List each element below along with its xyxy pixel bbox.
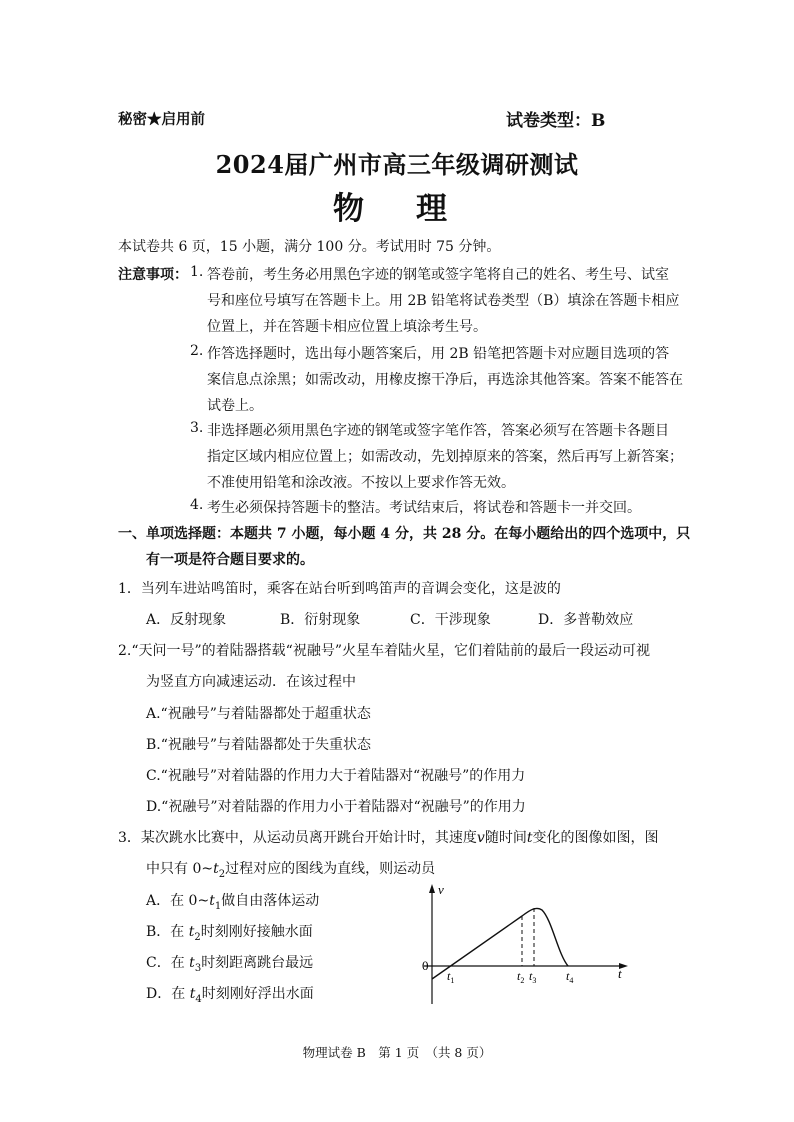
y-axis-label: v	[438, 882, 444, 897]
question-1-option-c: C．干涉现象	[410, 612, 491, 628]
stem-text: 中只有 0~	[146, 861, 214, 877]
option-text: 做自由落体运动	[221, 893, 320, 909]
question-2-option-a: A.“祝融号”与着陆器都处于超重状态	[146, 706, 371, 722]
notice-item-2-line: 试卷上。	[207, 398, 263, 414]
option-var: t	[189, 955, 195, 971]
option-sub: 3	[194, 962, 202, 974]
stem-var: t	[213, 861, 219, 877]
question-1-option-b: B．衍射现象	[280, 612, 361, 628]
option-sub: 4	[195, 993, 202, 1005]
question-3-stem	[118, 827, 658, 847]
question-2-option-c: C.“祝融号”对着陆器的作用力大于着陆器对“祝融号”的作用力	[146, 768, 526, 784]
question-2-stem-cont: 为竖直方向减速运动．在该过程中	[146, 674, 356, 690]
notice-item-1-line: 位置上，并在答题卡相应位置上填涂考生号。	[207, 319, 487, 335]
notice-item-3-line: 非选择题必须用黑色字迹的钢笔或签字笔作答，答案必须写在答题卡各题目	[207, 423, 669, 439]
notice-item-4-num: 4.	[190, 497, 204, 513]
option-text: 时刻距离跳台最远	[201, 955, 314, 971]
subject-title: 物理	[333, 191, 499, 227]
tick-sub: 2	[520, 976, 525, 985]
notice-item-2-line: 作答选择题时，选出每小题答案后，用 2B 铅笔把答题卡对应题目选项的答	[207, 346, 670, 362]
y-axis-arrow	[429, 884, 435, 893]
notice-item-3-line: 不准使用铅笔和涂改液。不按以上要求作答无效。	[207, 475, 515, 491]
option-text: 时刻刚好接触水面	[200, 924, 313, 940]
stem-text: 3．某次跳水比赛中，从运动员离开跳台开始计时，其速度	[118, 830, 477, 846]
question-3-stem-cont	[146, 858, 435, 880]
question-1-option-a: A．反射现象	[146, 612, 227, 628]
tick-var: t	[566, 969, 570, 983]
section-heading: 一、单项选择题：本题共 7 小题，每小题 4 分，共 28 分。在每小题给出的四个选项中，只	[118, 526, 691, 542]
tick-t2	[517, 969, 524, 985]
t-axis-label: t	[618, 966, 622, 981]
option-sub: 1	[214, 900, 222, 912]
page-footer: 物理试卷 B 第 1 页 （共 8 页）	[302, 1045, 492, 1060]
option-text: 时刻刚好浮出水面	[201, 986, 314, 1002]
question-3-option-a	[146, 890, 319, 912]
question-3-option-c	[146, 952, 313, 974]
tick-var: t	[517, 969, 521, 983]
notice-item-1-line: 号和座位号填写在答题卡上。用 2B 铅笔将试卷类型（B）填涂在答题卡相应	[207, 293, 680, 309]
tick-t3	[529, 969, 536, 985]
option-var: t	[188, 924, 195, 940]
stem-var: t	[526, 830, 533, 846]
exam-intro: 本试卷共 6 页，15 小题，满分 100 分。考试用时 75 分钟。	[118, 239, 501, 255]
option-sub: 2	[194, 931, 201, 943]
velocity-curve	[432, 908, 568, 979]
stem-text: 随时间	[484, 830, 527, 846]
velocity-time-graph	[418, 880, 638, 1005]
question-3-option-d	[146, 983, 314, 1005]
option-var: t	[189, 986, 196, 1002]
stem-var: v	[476, 830, 485, 846]
question-2-stem: 2.“天问一号”的着陆器搭载“祝融号”火星车着陆火星，它们着陆前的最后一段运动可视	[118, 643, 650, 659]
stem-text: 变化的图像如图，图	[532, 830, 659, 846]
question-3-option-b	[146, 921, 313, 943]
tick-var: t	[529, 969, 533, 983]
question-2-option-d: D.“祝融号”对着陆器的作用力小于着陆器对“祝融号”的作用力	[146, 799, 526, 815]
notice-item-2-line: 案信息点涂黑；如需改动，用橡皮擦干净后，再选涂其他答案。答案不能答在	[207, 372, 683, 388]
notice-item-1-num: 1.	[190, 264, 204, 280]
section-heading-cont: 有一项是符合题目要求的。	[146, 552, 314, 568]
tick-sub: 3	[532, 976, 537, 985]
tick-sub: 4	[569, 976, 574, 985]
option-text: C．在	[146, 955, 190, 971]
paper-type-label: 试卷类型：B	[506, 111, 606, 131]
notice-item-2-num: 2.	[190, 343, 204, 359]
tick-var: t	[447, 969, 451, 983]
stem-sub: 2	[218, 868, 226, 880]
tick-sub: 1	[450, 976, 455, 985]
notice-item-3-line: 指定区域内相应位置上；如需改动，先划掉原来的答案，然后再写上新答案；	[207, 449, 683, 465]
option-text: D．在	[146, 986, 190, 1002]
exam-title: 2024届广州市高三年级调研测试	[215, 150, 579, 179]
tick-t4	[566, 969, 573, 985]
confidential-label: 秘密★启用前	[118, 111, 205, 128]
option-var: t	[209, 893, 215, 909]
tick-t1	[447, 969, 454, 985]
option-text: A．在 0~	[146, 893, 210, 909]
origin-label: 0	[422, 958, 429, 973]
question-2-option-b: B.“祝融号”与着陆器都处于失重状态	[146, 737, 372, 753]
notice-item-4-line: 考生必须保持答题卡的整洁。考试结束后，将试卷和答题卡一并交回。	[207, 500, 641, 516]
question-1-stem: 1．当列车进站鸣笛时，乘客在站台听到鸣笛声的音调会变化，这是波的	[118, 581, 561, 597]
option-text: B．在	[146, 924, 189, 940]
question-1-option-d: D．多普勒效应	[538, 612, 634, 628]
stem-text: 过程对应的图线为直线，则运动员	[225, 861, 436, 877]
notice-label: 注意事项：	[118, 267, 188, 283]
notice-item-3-num: 3.	[190, 420, 204, 436]
notice-item-1-line: 答卷前，考生务必用黑色字迹的钢笔或签字笔将自己的姓名、考生号、试室	[207, 267, 669, 283]
